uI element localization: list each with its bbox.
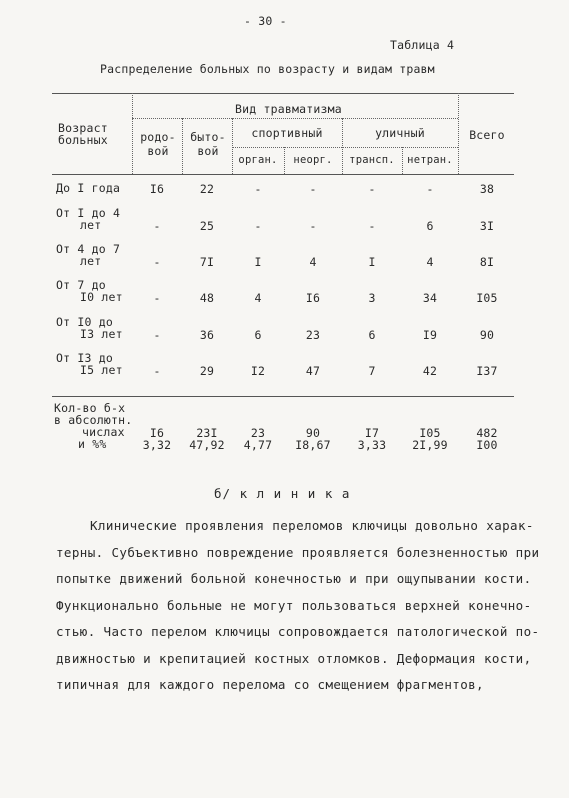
col-sep-birth xyxy=(182,118,183,174)
table-cell: 6 xyxy=(426,219,434,233)
table-cell: 29 xyxy=(199,364,215,378)
header-street: уличный xyxy=(375,126,425,140)
header-rule-1 xyxy=(132,118,458,119)
table-cell: - xyxy=(309,219,317,233)
paragraph-line: стью. Часто перелом ключицы сопровождается патологической по- xyxy=(56,624,540,639)
table-cell: - xyxy=(153,219,161,233)
summary-pct-cell: 2I,99 xyxy=(412,438,448,452)
table-cell: - xyxy=(153,328,161,342)
table-cell: - xyxy=(254,182,262,196)
row-age-label: От 7 до I0 лет xyxy=(56,278,123,304)
table-top-rule xyxy=(52,93,514,94)
paragraph-line: Клинические проявления переломов ключицы довольно харак- xyxy=(90,518,534,533)
row-age-label: От I0 до I3 лет xyxy=(56,315,123,341)
header-bottom-rule xyxy=(52,174,514,175)
table-cell: - xyxy=(153,364,161,378)
paragraph-line: Функционально больные не могут пользоваться верхней конечно- xyxy=(56,597,532,613)
paragraph-line: движностью и крепитацией костных отломков. Деформация кости, xyxy=(56,650,532,666)
header-street-transp: трансп. xyxy=(349,154,395,166)
paragraph-line: попытке движений больной конечностью и при ощупывании кости. xyxy=(56,571,532,586)
table-cell: I9 xyxy=(422,328,438,342)
table-cell: - xyxy=(153,291,161,305)
table-title: Распределение больных по возрасту и видам травм xyxy=(100,62,435,76)
summary-abs-cell: I05 xyxy=(419,426,441,440)
table-cell: - xyxy=(153,255,161,269)
page-number: - 30 - xyxy=(244,14,287,28)
table-cell: - xyxy=(426,182,434,196)
table-cell: 47 xyxy=(305,364,321,378)
row-age-label: До I года xyxy=(56,181,121,195)
summary-label: Кол-во б-х в абсолютн. числах и %% xyxy=(54,401,133,451)
table-cell: I05 xyxy=(476,291,498,305)
table-cell: I37 xyxy=(476,364,498,378)
summary-pct-cell: 3,33 xyxy=(357,438,387,452)
table-cell: 3 xyxy=(368,291,376,305)
summary-abs-cell: 482 xyxy=(476,426,498,440)
header-birth: родо- вой xyxy=(140,130,176,158)
table-cell: 36 xyxy=(199,328,215,342)
summary-pct-cell: 3,32 xyxy=(142,438,172,452)
table-cell: 8I xyxy=(479,255,495,269)
table-cell: I6 xyxy=(305,291,321,305)
paragraph-line: типичная для каждого перелома со смещением фрагментов, xyxy=(56,677,484,692)
summary-abs-cell: 23 xyxy=(250,426,266,440)
summary-pct-cell: 47,92 xyxy=(189,438,225,452)
header-sport-unorg: неорг. xyxy=(293,154,333,166)
table-cell: 90 xyxy=(479,328,495,342)
table-cell: - xyxy=(368,219,376,233)
table-cell: 48 xyxy=(199,291,215,305)
table-label: Таблица 4 xyxy=(390,38,455,52)
summary-rule xyxy=(52,396,514,397)
table-cell: 7 xyxy=(368,364,376,378)
summary-abs-cell: I7 xyxy=(364,426,380,440)
table-cell: 34 xyxy=(422,291,438,305)
paragraph-line: терны. Субъективно повреждение проявляется болезненностью при xyxy=(56,544,540,560)
table-cell: 3I xyxy=(479,219,495,233)
row-age-label: От I до 4 лет xyxy=(56,206,121,232)
header-sport: спортивный xyxy=(251,126,323,140)
table-cell: 6 xyxy=(254,328,262,342)
header-age: Возраст больных xyxy=(58,121,108,147)
summary-pct-cell: I00 xyxy=(476,438,498,452)
table-cell: - xyxy=(254,219,262,233)
table-cell: - xyxy=(368,182,376,196)
summary-abs-cell: I6 xyxy=(149,426,165,440)
row-age-label: От 4 до 7 лет xyxy=(56,242,121,268)
summary-abs-cell: 90 xyxy=(305,426,321,440)
header-sport-org: орган. xyxy=(238,154,278,166)
table-cell: 25 xyxy=(199,219,215,233)
header-domestic: быто- вой xyxy=(190,130,226,158)
table-cell: I xyxy=(254,255,262,269)
table-cell: 42 xyxy=(422,364,438,378)
table-cell: 6 xyxy=(368,328,376,342)
header-rule-2 xyxy=(232,147,458,148)
summary-abs-cell: 23I xyxy=(196,426,218,440)
row-age-label: От I3 до I5 лет xyxy=(56,351,123,377)
col-sep-age xyxy=(132,93,133,174)
table-cell: 4 xyxy=(426,255,434,269)
table-cell: I2 xyxy=(250,364,266,378)
table-cell: 38 xyxy=(479,182,495,196)
table-cell: 4 xyxy=(309,255,317,269)
table-cell: I xyxy=(368,255,376,269)
header-total: Всего xyxy=(469,128,505,142)
summary-pct-cell: I8,67 xyxy=(295,438,331,452)
header-street-nontransp: нетран. xyxy=(407,154,453,166)
table-cell: 23 xyxy=(305,328,321,342)
table-cell: 4 xyxy=(254,291,262,305)
table-cell: 22 xyxy=(199,182,215,196)
table-cell: - xyxy=(309,182,317,196)
header-trauma-type: Вид травматизма xyxy=(235,102,342,116)
section-heading: б/ к л и н и к а xyxy=(214,486,351,501)
summary-pct-cell: 4,77 xyxy=(243,438,273,452)
table-cell: 7I xyxy=(199,255,215,269)
table-cell: I6 xyxy=(149,182,165,196)
